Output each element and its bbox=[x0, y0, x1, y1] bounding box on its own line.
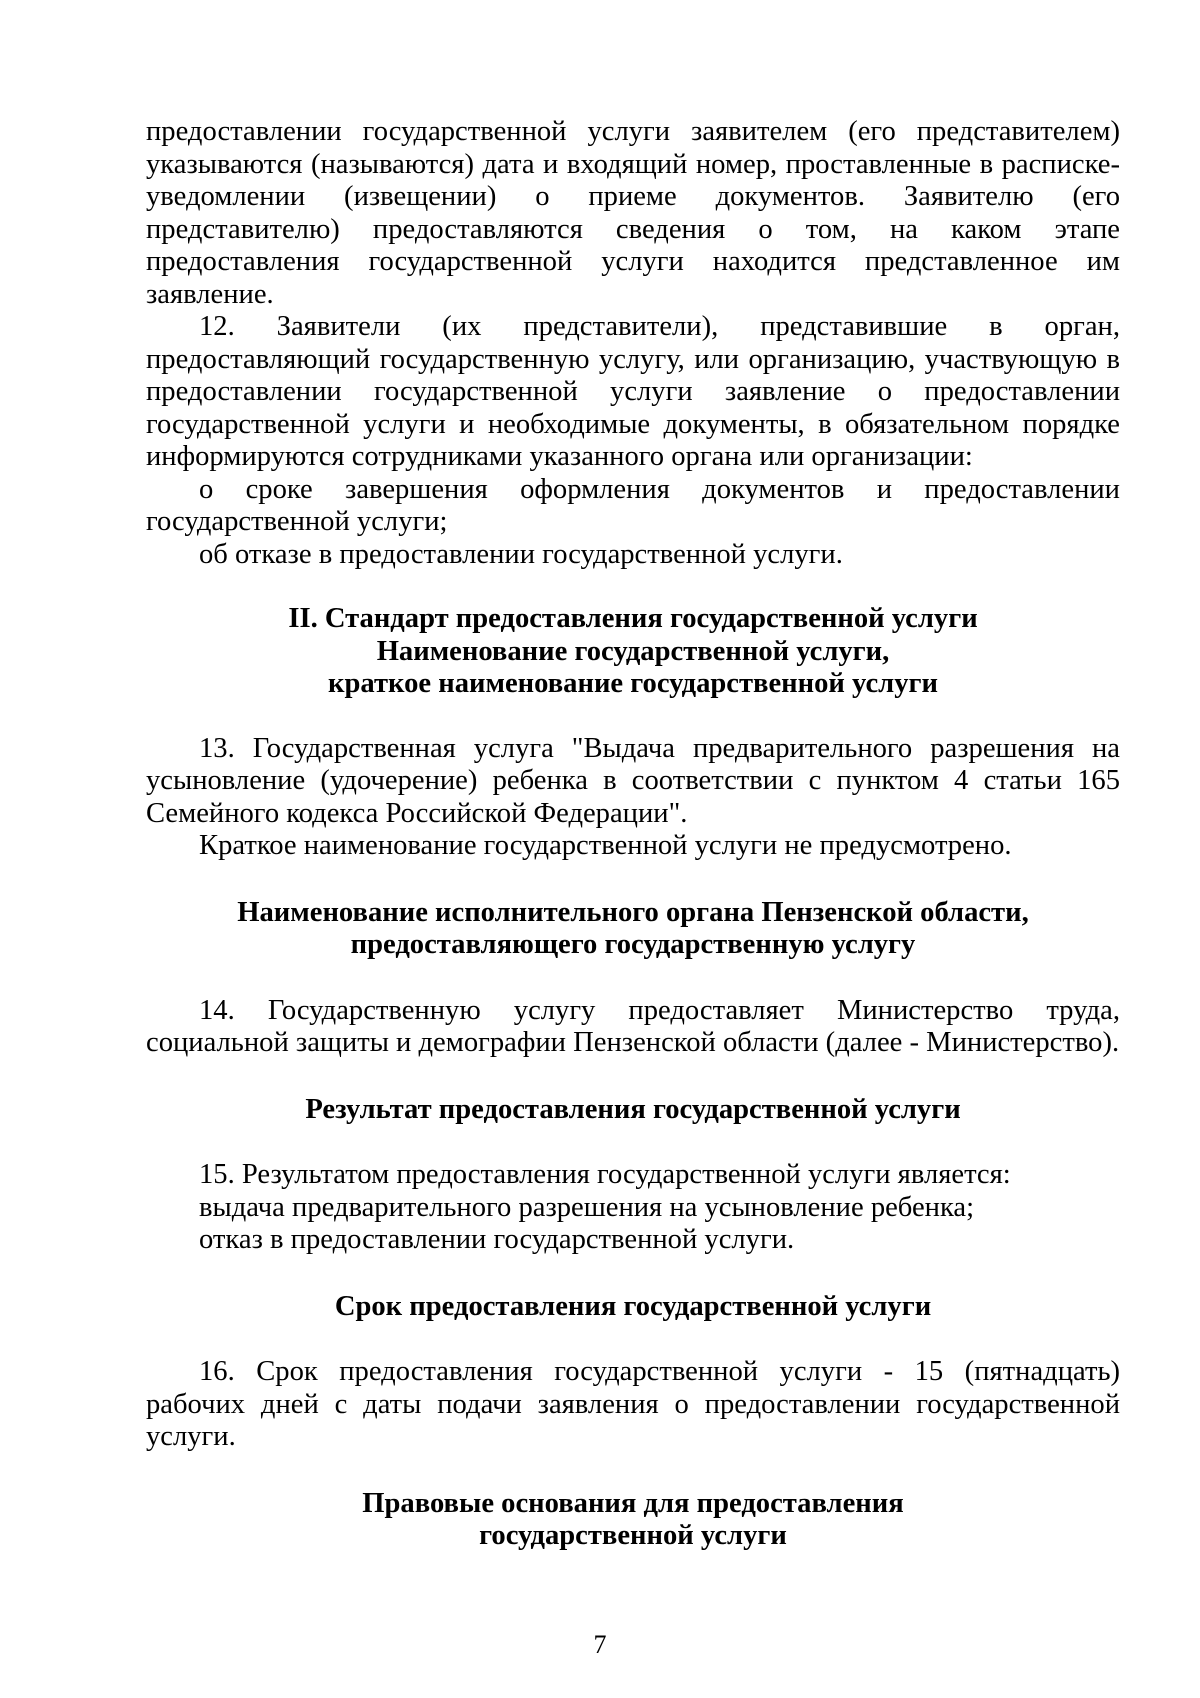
result-heading: Результат предоставления государственной услуги bbox=[305, 1093, 961, 1125]
section-2-heading-line-2: Наименование государственной услуги, bbox=[376, 635, 890, 667]
paragraph-13: 13. Государственная услуга "Выдача предварительного разрешения на усыновление (удочерение) ребенка в соответствии с пунктом 4 статьи 165 Семейного кодекса Российской Федерации". bbox=[146, 732, 1120, 829]
term-heading: Срок предоставления государственной услуги bbox=[334, 1290, 932, 1322]
paragraph-12: 12. Заявители (их представители), представившие в орган, предоставляющий государственную услугу, или организацию, участвующую в предоставлении государственной услуги заявление о предоставлении государственной услуги и необходимые документы, в обязательном порядке информируются сотрудниками указанного органа или организации: bbox=[146, 311, 1120, 472]
paragraph-12-item-2: об отказе в предоставлении государственной услуги. bbox=[199, 538, 843, 570]
legal-basis-heading-line-2: государственной услуги bbox=[479, 1520, 787, 1551]
section-2-heading-line-3: краткое наименование государственной услуги bbox=[328, 668, 938, 699]
intro-paragraph: предоставлении государственной услуги заявителем (его представителем) указываются (называются) дата и входящий номер, проставленные в расписке-уведомлении (извещении) о приеме документов. Заявителю (его представителю) предоставляются сведения о том, на каком этапе предоставления государственной услуги находится представленное им заявление. bbox=[146, 116, 1120, 310]
organ-heading bbox=[146, 897, 1120, 962]
organ-heading-line-2: предоставляющего государственную услугу bbox=[350, 929, 916, 960]
legal-basis-heading bbox=[146, 1488, 1120, 1553]
paragraph-12-item-1: о сроке завершения оформления документов и предоставлении государственной услуги; bbox=[146, 473, 1120, 537]
section-2-heading bbox=[146, 603, 1120, 701]
page-number: 7 bbox=[593, 1630, 607, 1659]
paragraph-15-item-2: отказ в предоставлении государственной услуги. bbox=[199, 1224, 795, 1255]
paragraph-16: 16. Срок предоставления государственной услуги - 15 (пятнадцать) рабочих дней с даты подачи заявления о предоставлении государственной услуги. bbox=[146, 1356, 1120, 1452]
paragraph-14: 14. Государственную услугу предоставляет Министерство труда, социальной защиты и демографии Пензенской области (далее - Министерство). bbox=[146, 994, 1120, 1058]
section-2-heading-line-1: II. Стандарт предоставления государственной услуги bbox=[288, 603, 978, 634]
document-page bbox=[146, 116, 1120, 1553]
paragraph-15-item-1: выдача предварительного разрешения на усыновление ребенка; bbox=[199, 1191, 975, 1223]
paragraph-15: 15. Результатом предоставления государственной услуги является: bbox=[199, 1159, 1011, 1190]
legal-basis-heading-line-1: Правовые основания для предоставления bbox=[362, 1487, 904, 1519]
paragraph-13-short-name: Краткое наименование государственной услуги не предусмотрено. bbox=[199, 830, 1012, 861]
organ-heading-line-1: Наименование исполнительного органа Пензенской области, bbox=[237, 896, 1029, 928]
